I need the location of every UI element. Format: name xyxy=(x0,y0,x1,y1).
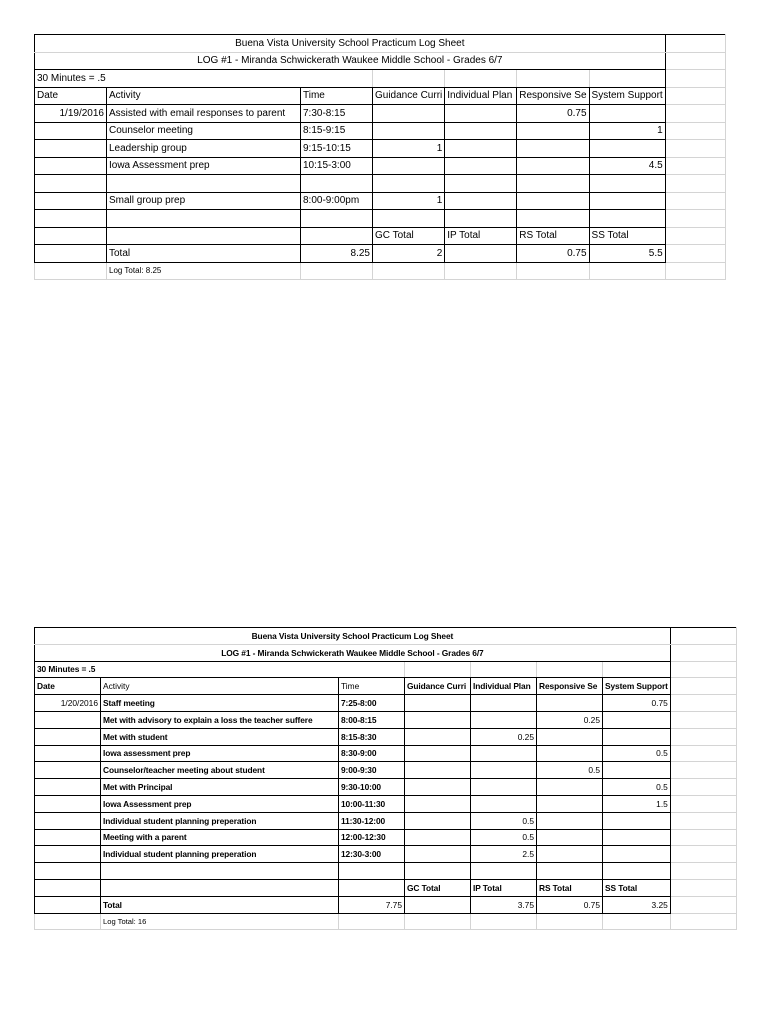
header-date: Date xyxy=(35,678,101,695)
row-activity: Counselor meeting xyxy=(107,122,301,140)
row-activity xyxy=(107,210,301,228)
row-rs xyxy=(537,745,603,762)
row-gc xyxy=(405,728,471,745)
log-sheet-2 xyxy=(34,627,737,930)
row-rs xyxy=(517,175,589,193)
row-rs: 0.75 xyxy=(517,105,589,123)
row-ss xyxy=(589,192,665,210)
header-individual-plan: Individual Plan xyxy=(445,87,517,105)
row-rs xyxy=(537,812,603,829)
row-time xyxy=(339,863,405,880)
row-rs xyxy=(517,157,589,175)
row-ip xyxy=(471,779,537,796)
row-gc xyxy=(405,846,471,863)
row-ip xyxy=(471,762,537,779)
table-row xyxy=(35,795,737,812)
rs-total-label: RS Total xyxy=(537,879,603,896)
row-ss: 0.75 xyxy=(603,695,671,712)
row-date: 1/20/2016 xyxy=(35,695,101,712)
row-rs xyxy=(517,122,589,140)
row-rs xyxy=(537,695,603,712)
header-responsive: Responsive Se xyxy=(517,87,589,105)
row-ss xyxy=(603,863,671,880)
table-row xyxy=(35,863,737,880)
row-ip xyxy=(445,175,517,193)
row-rs xyxy=(537,829,603,846)
row-ip xyxy=(445,192,517,210)
row-ip: 0.5 xyxy=(471,812,537,829)
total-gc xyxy=(405,896,471,913)
row-date xyxy=(35,175,107,193)
header-row xyxy=(35,678,737,695)
row-activity: Staff meeting xyxy=(101,695,339,712)
row-rs xyxy=(517,210,589,228)
row-gc xyxy=(405,829,471,846)
row-activity: Counselor/teacher meeting about student xyxy=(101,762,339,779)
row-activity xyxy=(101,863,339,880)
table-row xyxy=(35,695,737,712)
row-ss xyxy=(603,728,671,745)
total-rs: 0.75 xyxy=(537,896,603,913)
log-sheet-1 xyxy=(34,34,726,280)
ss-total-label: SS Total xyxy=(603,879,671,896)
total-ss: 5.5 xyxy=(589,245,665,263)
row-time: 8:00-8:15 xyxy=(339,711,405,728)
row-date xyxy=(35,210,107,228)
row-ip xyxy=(445,210,517,228)
row-ss xyxy=(603,812,671,829)
row-activity: Iowa Assessment prep xyxy=(107,157,301,175)
log-subtitle-row xyxy=(35,644,737,661)
table-row xyxy=(35,829,737,846)
table-row xyxy=(35,728,737,745)
row-ip xyxy=(445,140,517,158)
total-rs: 0.75 xyxy=(517,245,589,263)
row-rs xyxy=(517,140,589,158)
row-gc xyxy=(405,863,471,880)
header-date: Date xyxy=(35,87,107,105)
row-gc xyxy=(373,105,445,123)
table-row xyxy=(35,812,737,829)
table-row xyxy=(35,140,726,158)
row-ip xyxy=(445,157,517,175)
row-date: 1/19/2016 xyxy=(35,105,107,123)
row-rs xyxy=(517,192,589,210)
log-total-row xyxy=(35,262,726,280)
header-individual-plan: Individual Plan xyxy=(471,678,537,695)
ip-total-label: IP Total xyxy=(471,879,537,896)
row-time: 9:00-9:30 xyxy=(339,762,405,779)
conversion-note-row xyxy=(35,661,737,678)
totals-label-row xyxy=(35,227,726,245)
row-gc xyxy=(405,762,471,779)
row-rs xyxy=(537,863,603,880)
row-ss xyxy=(603,762,671,779)
header-time: Time xyxy=(339,678,405,695)
row-time: 7:30-8:15 xyxy=(301,105,373,123)
table-row xyxy=(35,157,726,175)
row-date xyxy=(35,812,101,829)
table-row xyxy=(35,175,726,193)
row-rs xyxy=(537,728,603,745)
row-gc xyxy=(405,745,471,762)
table-row xyxy=(35,105,726,123)
log-subtitle: LOG #1 - Miranda Schwickerath Waukee Middle School - Grades 6/7 xyxy=(35,644,671,661)
row-date xyxy=(35,711,101,728)
row-gc xyxy=(405,695,471,712)
row-time: 8:00-9:00pm xyxy=(301,192,373,210)
row-date xyxy=(35,122,107,140)
row-gc xyxy=(405,812,471,829)
row-time: 9:15-10:15 xyxy=(301,140,373,158)
row-activity: Small group prep xyxy=(107,192,301,210)
row-ss xyxy=(589,210,665,228)
row-time xyxy=(301,175,373,193)
table-row xyxy=(35,745,737,762)
ss-total-label: SS Total xyxy=(589,227,665,245)
row-gc xyxy=(373,210,445,228)
row-time: 8:30-9:00 xyxy=(339,745,405,762)
row-time: 10:15-3:00 xyxy=(301,157,373,175)
row-time: 12:30-3:00 xyxy=(339,846,405,863)
total-row xyxy=(35,896,737,913)
row-time: 8:15-8:30 xyxy=(339,728,405,745)
row-activity: Assisted with email responses to parent xyxy=(107,105,301,123)
row-ss: 1.5 xyxy=(603,795,671,812)
row-date xyxy=(35,192,107,210)
row-ip xyxy=(471,795,537,812)
row-gc xyxy=(405,711,471,728)
row-date xyxy=(35,157,107,175)
row-activity: Met with Principal xyxy=(101,779,339,796)
row-ss: 0.5 xyxy=(603,779,671,796)
header-responsive: Responsive Se xyxy=(537,678,603,695)
total-time: 8.25 xyxy=(301,245,373,263)
row-date xyxy=(35,762,101,779)
table-row xyxy=(35,711,737,728)
row-date xyxy=(35,829,101,846)
row-time: 10:00-11:30 xyxy=(339,795,405,812)
total-ip xyxy=(445,245,517,263)
log-total-row xyxy=(35,913,737,930)
row-gc xyxy=(405,795,471,812)
row-ss xyxy=(589,105,665,123)
row-ip xyxy=(445,122,517,140)
total-label: Total xyxy=(107,245,301,263)
row-date xyxy=(35,745,101,762)
conversion-note-row xyxy=(35,70,726,88)
row-rs xyxy=(537,846,603,863)
row-ip: 0.25 xyxy=(471,728,537,745)
row-gc: 1 xyxy=(373,192,445,210)
row-gc: 1 xyxy=(373,140,445,158)
table-row xyxy=(35,846,737,863)
log-title-row xyxy=(35,628,737,645)
header-row xyxy=(35,87,726,105)
total-row xyxy=(35,245,726,263)
row-ip xyxy=(471,711,537,728)
row-date xyxy=(35,779,101,796)
header-guidance: Guidance Curri xyxy=(405,678,471,695)
row-activity xyxy=(107,175,301,193)
totals-label-row xyxy=(35,879,737,896)
gc-total-label: GC Total xyxy=(373,227,445,245)
row-date xyxy=(35,863,101,880)
log-title: Buena Vista University School Practicum Log Sheet xyxy=(35,628,671,645)
header-activity: Activity xyxy=(107,87,301,105)
rs-total-label: RS Total xyxy=(517,227,589,245)
row-time: 8:15-9:15 xyxy=(301,122,373,140)
row-rs xyxy=(537,779,603,796)
row-ss xyxy=(603,846,671,863)
log-total: Log Total: 16 xyxy=(101,913,339,930)
row-rs: 0.25 xyxy=(537,711,603,728)
table-row xyxy=(35,192,726,210)
row-gc xyxy=(405,779,471,796)
ip-total-label: IP Total xyxy=(445,227,517,245)
row-ip: 0.5 xyxy=(471,829,537,846)
total-label: Total xyxy=(101,896,339,913)
row-gc xyxy=(373,157,445,175)
log-total: Log Total: 8.25 xyxy=(107,262,301,280)
row-ss xyxy=(589,140,665,158)
row-date xyxy=(35,140,107,158)
row-time: 9:30-10:00 xyxy=(339,779,405,796)
header-time: Time xyxy=(301,87,373,105)
row-rs xyxy=(537,795,603,812)
total-ss: 3.25 xyxy=(603,896,671,913)
row-ss xyxy=(589,175,665,193)
row-activity: Individual student planning preperation xyxy=(101,812,339,829)
row-activity: Iowa Assessment prep xyxy=(101,795,339,812)
row-gc xyxy=(373,175,445,193)
table-row xyxy=(35,210,726,228)
log-subtitle: LOG #1 - Miranda Schwickerath Waukee Middle School - Grades 6/7 xyxy=(35,52,666,70)
row-activity: Leadership group xyxy=(107,140,301,158)
log-title-row xyxy=(35,35,726,53)
total-ip: 3.75 xyxy=(471,896,537,913)
log-title: Buena Vista University School Practicum Log Sheet xyxy=(35,35,666,53)
log-subtitle-row xyxy=(35,52,726,70)
row-gc xyxy=(373,122,445,140)
header-activity: Activity xyxy=(101,678,339,695)
row-ip xyxy=(445,105,517,123)
total-time: 7.75 xyxy=(339,896,405,913)
header-system-support: System Support xyxy=(603,678,671,695)
row-ip xyxy=(471,863,537,880)
row-date xyxy=(35,795,101,812)
row-activity: Met with student xyxy=(101,728,339,745)
row-time: 12:00-12:30 xyxy=(339,829,405,846)
header-system-support: System Support xyxy=(589,87,665,105)
header-guidance: Guidance Curri xyxy=(373,87,445,105)
gc-total-label: GC Total xyxy=(405,879,471,896)
table-row xyxy=(35,762,737,779)
row-activity: Individual student planning preperation xyxy=(101,846,339,863)
row-activity: Meeting with a parent xyxy=(101,829,339,846)
row-ss xyxy=(603,711,671,728)
total-gc: 2 xyxy=(373,245,445,263)
conversion-note: 30 Minutes = .5 xyxy=(35,661,405,678)
row-time: 11:30-12:00 xyxy=(339,812,405,829)
table-row xyxy=(35,779,737,796)
row-activity: Met with advisory to explain a loss the teacher suffere xyxy=(101,711,339,728)
row-date xyxy=(35,846,101,863)
row-time: 7:25-8:00 xyxy=(339,695,405,712)
row-ip: 2.5 xyxy=(471,846,537,863)
row-ss: 1 xyxy=(589,122,665,140)
row-ss xyxy=(603,829,671,846)
row-ss: 4.5 xyxy=(589,157,665,175)
conversion-note: 30 Minutes = .5 xyxy=(35,70,373,88)
row-rs: 0.5 xyxy=(537,762,603,779)
row-ip xyxy=(471,695,537,712)
row-ss: 0.5 xyxy=(603,745,671,762)
row-date xyxy=(35,728,101,745)
row-ip xyxy=(471,745,537,762)
row-activity: Iowa assessment prep xyxy=(101,745,339,762)
row-time xyxy=(301,210,373,228)
table-row xyxy=(35,122,726,140)
